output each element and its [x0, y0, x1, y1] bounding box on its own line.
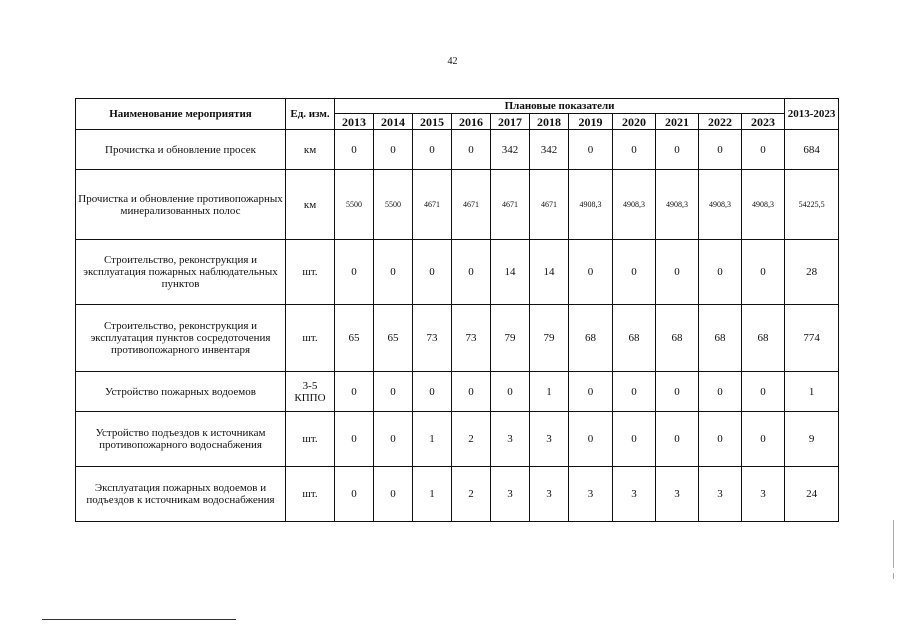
total-cell: 9: [785, 412, 839, 467]
year-header: 2020: [613, 114, 656, 130]
value-cell: 1: [413, 412, 452, 467]
value-cell: 342: [530, 130, 569, 170]
year-header: 2017: [491, 114, 530, 130]
value-cell: 0: [613, 240, 656, 305]
value-cell: 2: [452, 467, 491, 522]
value-cell: 68: [699, 305, 742, 372]
value-cell: 4908,3: [656, 170, 699, 240]
value-cell: 0: [699, 130, 742, 170]
value-cell: 2: [452, 412, 491, 467]
value-cell: 1: [530, 372, 569, 412]
table-row: [76, 467, 839, 522]
value-cell: 3: [491, 467, 530, 522]
value-cell: 68: [656, 305, 699, 372]
value-cell: 0: [491, 372, 530, 412]
page-number: 42: [447, 56, 458, 67]
activity-name: Строительство, реконструкция и эксплуатация пунктов сосредоточения противопожарного инвентаря: [76, 305, 286, 372]
margin-mark: [893, 573, 894, 579]
total-cell: 54225,5: [785, 170, 839, 240]
value-cell: 0: [335, 240, 374, 305]
value-cell: 0: [742, 130, 785, 170]
header-row: [76, 99, 839, 114]
year-header: 2023: [742, 114, 785, 130]
total-cell: 28: [785, 240, 839, 305]
table-row: [76, 372, 839, 412]
value-cell: 3: [491, 412, 530, 467]
activity-name: Эксплуатация пожарных водоемов и подъездов к источникам водоснабжения: [76, 467, 286, 522]
value-cell: 79: [530, 305, 569, 372]
footnote-separator: [42, 619, 236, 620]
value-cell: 3: [699, 467, 742, 522]
year-header: 2016: [452, 114, 491, 130]
value-cell: 342: [491, 130, 530, 170]
total-cell: 24: [785, 467, 839, 522]
value-cell: 68: [569, 305, 613, 372]
value-cell: 3: [530, 467, 569, 522]
activity-name: Прочистка и обновление противопожарных минерализованных полос: [76, 170, 286, 240]
value-cell: 4908,3: [613, 170, 656, 240]
value-cell: 0: [656, 240, 699, 305]
unit-cell: шт.: [286, 240, 335, 305]
value-cell: 0: [569, 372, 613, 412]
value-cell: 4671: [452, 170, 491, 240]
value-cell: 0: [335, 467, 374, 522]
total-column-header: 2013-2023: [785, 99, 839, 130]
activity-name: Строительство, реконструкция и эксплуатация пожарных наблюдательных пунктов: [76, 240, 286, 305]
unit-cell: шт.: [286, 412, 335, 467]
total-cell: 1: [785, 372, 839, 412]
unit-cell: 3-5 КППО: [286, 372, 335, 412]
value-cell: 73: [452, 305, 491, 372]
value-cell: 0: [374, 467, 413, 522]
value-cell: 0: [335, 130, 374, 170]
year-header: 2018: [530, 114, 569, 130]
value-cell: 0: [613, 130, 656, 170]
value-cell: 4671: [491, 170, 530, 240]
value-cell: 0: [569, 130, 613, 170]
margin-mark: [893, 520, 894, 568]
value-cell: 0: [413, 372, 452, 412]
value-cell: 0: [374, 412, 413, 467]
value-cell: 65: [335, 305, 374, 372]
value-cell: 0: [742, 240, 785, 305]
value-cell: 0: [374, 372, 413, 412]
table-row: [76, 305, 839, 372]
value-cell: 0: [569, 412, 613, 467]
value-cell: 0: [335, 372, 374, 412]
value-cell: 0: [699, 412, 742, 467]
year-header: 2019: [569, 114, 613, 130]
year-header: 2013: [335, 114, 374, 130]
value-cell: 65: [374, 305, 413, 372]
total-cell: 774: [785, 305, 839, 372]
year-header: 2022: [699, 114, 742, 130]
activity-name: Прочистка и обновление просек: [76, 130, 286, 170]
value-cell: 0: [452, 240, 491, 305]
value-cell: 5500: [374, 170, 413, 240]
table-row: [76, 412, 839, 467]
value-cell: 0: [656, 130, 699, 170]
unit-cell: шт.: [286, 305, 335, 372]
value-cell: 5500: [335, 170, 374, 240]
plan-group-header: Плановые показатели: [335, 99, 785, 114]
value-cell: 0: [742, 372, 785, 412]
value-cell: 3: [613, 467, 656, 522]
total-cell: 684: [785, 130, 839, 170]
value-cell: 4671: [530, 170, 569, 240]
value-cell: 1: [413, 467, 452, 522]
value-cell: 68: [742, 305, 785, 372]
value-cell: 0: [742, 412, 785, 467]
plan-indicators-table: [75, 98, 839, 522]
activity-name: Устройство подъездов к источникам противопожарного водоснабжения: [76, 412, 286, 467]
year-header: 2014: [374, 114, 413, 130]
value-cell: 0: [452, 372, 491, 412]
value-cell: 0: [413, 130, 452, 170]
value-cell: 14: [491, 240, 530, 305]
activity-name: Устройство пожарных водоемов: [76, 372, 286, 412]
table-row: [76, 130, 839, 170]
unit-cell: км: [286, 170, 335, 240]
value-cell: 0: [656, 412, 699, 467]
value-cell: 4908,3: [699, 170, 742, 240]
table-row: [76, 170, 839, 240]
value-cell: 4908,3: [742, 170, 785, 240]
value-cell: 3: [569, 467, 613, 522]
value-cell: 0: [613, 412, 656, 467]
value-cell: 0: [335, 412, 374, 467]
unit-column-header: Ед. изм.: [286, 99, 335, 130]
value-cell: 0: [699, 240, 742, 305]
year-header: 2015: [413, 114, 452, 130]
value-cell: 0: [413, 240, 452, 305]
unit-cell: км: [286, 130, 335, 170]
value-cell: 0: [699, 372, 742, 412]
table-row: [76, 240, 839, 305]
unit-cell: шт.: [286, 467, 335, 522]
value-cell: 3: [530, 412, 569, 467]
value-cell: 0: [374, 130, 413, 170]
value-cell: 4671: [413, 170, 452, 240]
value-cell: 79: [491, 305, 530, 372]
value-cell: 14: [530, 240, 569, 305]
value-cell: 4908,3: [569, 170, 613, 240]
name-column-header: Наименование мероприятия: [76, 99, 286, 130]
value-cell: 0: [569, 240, 613, 305]
value-cell: 3: [742, 467, 785, 522]
value-cell: 73: [413, 305, 452, 372]
value-cell: 68: [613, 305, 656, 372]
value-cell: 0: [452, 130, 491, 170]
value-cell: 0: [374, 240, 413, 305]
value-cell: 0: [613, 372, 656, 412]
value-cell: 0: [656, 372, 699, 412]
value-cell: 3: [656, 467, 699, 522]
year-header: 2021: [656, 114, 699, 130]
